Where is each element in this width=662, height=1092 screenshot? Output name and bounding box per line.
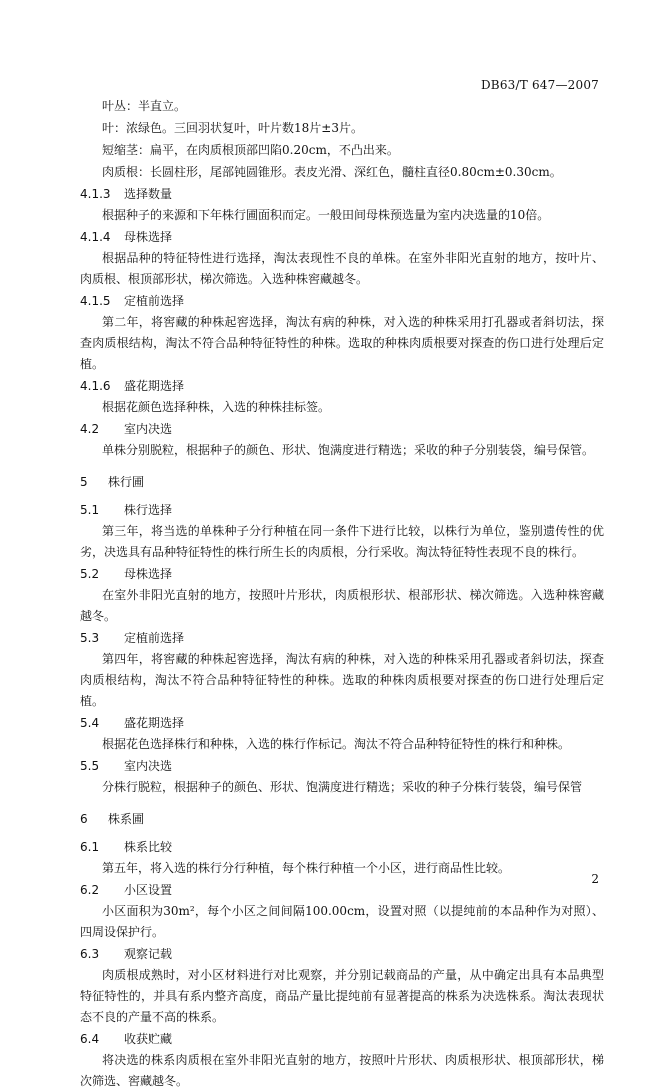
section-heading-5-3: 5.3 定植前选择 <box>80 631 185 645</box>
trait-leaf: 叶：浓绿色。三回羽状复叶，叶片数18片±3片。 <box>102 121 363 135</box>
section-text-4-2: 单株分别脱粒，根据种子的颜色、形状、饱满度进行精选；采收的种子分别装袋，编号保管。 <box>102 443 595 457</box>
section-heading-6-3: 6.3 观察记载 <box>80 947 173 961</box>
document-code: DB63/T 647—2007 <box>480 78 599 92</box>
trait-root: 肉质根：长圆柱形，尾部钝圆锥形。表皮光滑、深红色，髓柱直径0.80cm±0.30cm。 <box>102 165 562 179</box>
trait-stem: 短缩茎：扁平，在肉质根顶部凹陷0.20cm，不凸出来。 <box>102 143 399 157</box>
chapter-heading-5: 5 株行圃 <box>80 475 145 489</box>
page-number: 2 <box>591 872 599 886</box>
section-heading-4-1-5: 4.1.5 定植前选择 <box>80 294 185 308</box>
section-text-5-5: 分株行脱粒，根据种子的颜色、形状、饱满度进行精选；采收的种子分株行装袋，编号保管 <box>102 780 583 794</box>
chapter-heading-6: 6 株系圃 <box>80 812 145 826</box>
section-text-4-1-6: 根据花颜色选择种株，入选的种株挂标签。 <box>102 400 331 414</box>
section-heading-5-5: 5.5 室内决选 <box>80 759 173 773</box>
section-text-6-3: 肉质根成熟时，对小区材料进行对比观察，并分别记载商品的产量，从中确定出具有本品典型特征特性的，并具有系内整齐高度，商品产量比提纯前有显著提高的株系为决选株系。淘汰表现状态不良的产量不高的株系。 <box>80 968 604 1024</box>
section-heading-5-1: 5.1 株行选择 <box>80 503 173 517</box>
trait-leaf-cluster: 叶丛：半直立。 <box>102 99 187 113</box>
section-heading-5-4: 5.4 盛花期选择 <box>80 716 185 730</box>
section-text-6-2: 小区面积为30m²，每个小区之间间隔100.00cm，设置对照（以提纯前的本品种作为对照）、四周设保护行。 <box>80 904 604 939</box>
section-text-6-4: 将决选的株系肉质根在室外非阳光直射的地方，按照叶片形状、肉质根形状、根顶部形状，梯次筛选、窖藏越冬。 <box>80 1053 604 1088</box>
section-text-5-2: 在室外非阳光直射的地方，按照叶片形状，肉质根形状、根部形状、梯次筛选。入选种株窖藏越冬。 <box>80 588 604 623</box>
section-text-5-1: 第三年，将当选的单株种子分行种植在同一条件下进行比较，以株行为单位，鉴别遗传性的优劣，决选具有品种特征特性的株行所生长的肉质根，分行采收。淘汰特征特性表现不良的株行。 <box>80 524 604 559</box>
section-text-6-1: 第五年，将入选的株行分行种植，每个株行种植一个小区，进行商品性比较。 <box>102 861 511 875</box>
section-text-4-1-4: 根据品种的特征特性进行选择，淘汰表现性不良的单株。在室外非阳光直射的地方，按叶片、肉质根、根顶部形状，梯次筛选。入选种株窖藏越冬。 <box>80 251 604 286</box>
section-heading-5-2: 5.2 母株选择 <box>80 567 173 581</box>
section-text-5-4: 根据花色选择株行和种株，入选的株行作标记。淘汰不符合品种特征特性的株行和种株。 <box>102 737 571 751</box>
section-heading-6-2: 6.2 小区设置 <box>80 883 173 897</box>
section-heading-4-1-3: 4.1.3 选择数量 <box>80 187 173 201</box>
section-text-5-3: 第四年，将窖藏的种株起窖选择，淘汰有病的种株，对入选的种株采用孔器或者斜切法，探查肉质根结构，淘汰不符合品种特征特性的种株。选取的种株肉质根要对探查的伤口进行处理后定植。 <box>80 652 604 708</box>
section-heading-6-1: 6.1 株系比较 <box>80 840 173 854</box>
section-text-4-1-3: 根据种子的来源和下年株行圃面积而定。一般田间母株预选量为室内决选量的10倍。 <box>102 208 550 222</box>
section-text-4-1-5: 第二年，将窖藏的种株起窖选择，淘汰有病的种株，对入选的种株采用打孔器或者斜切法，探查肉质根结构，淘汰不符合品种特征特性的种株。选取的种株肉质根要对探查的伤口进行处理后定植。 <box>80 315 604 371</box>
section-heading-6-4: 6.4 收获贮藏 <box>80 1032 173 1046</box>
section-heading-4-2: 4.2 室内决选 <box>80 422 173 436</box>
section-heading-4-1-4: 4.1.4 母株选择 <box>80 230 173 244</box>
section-heading-4-1-6: 4.1.6 盛花期选择 <box>80 379 185 393</box>
document-body <box>80 95 604 1092</box>
